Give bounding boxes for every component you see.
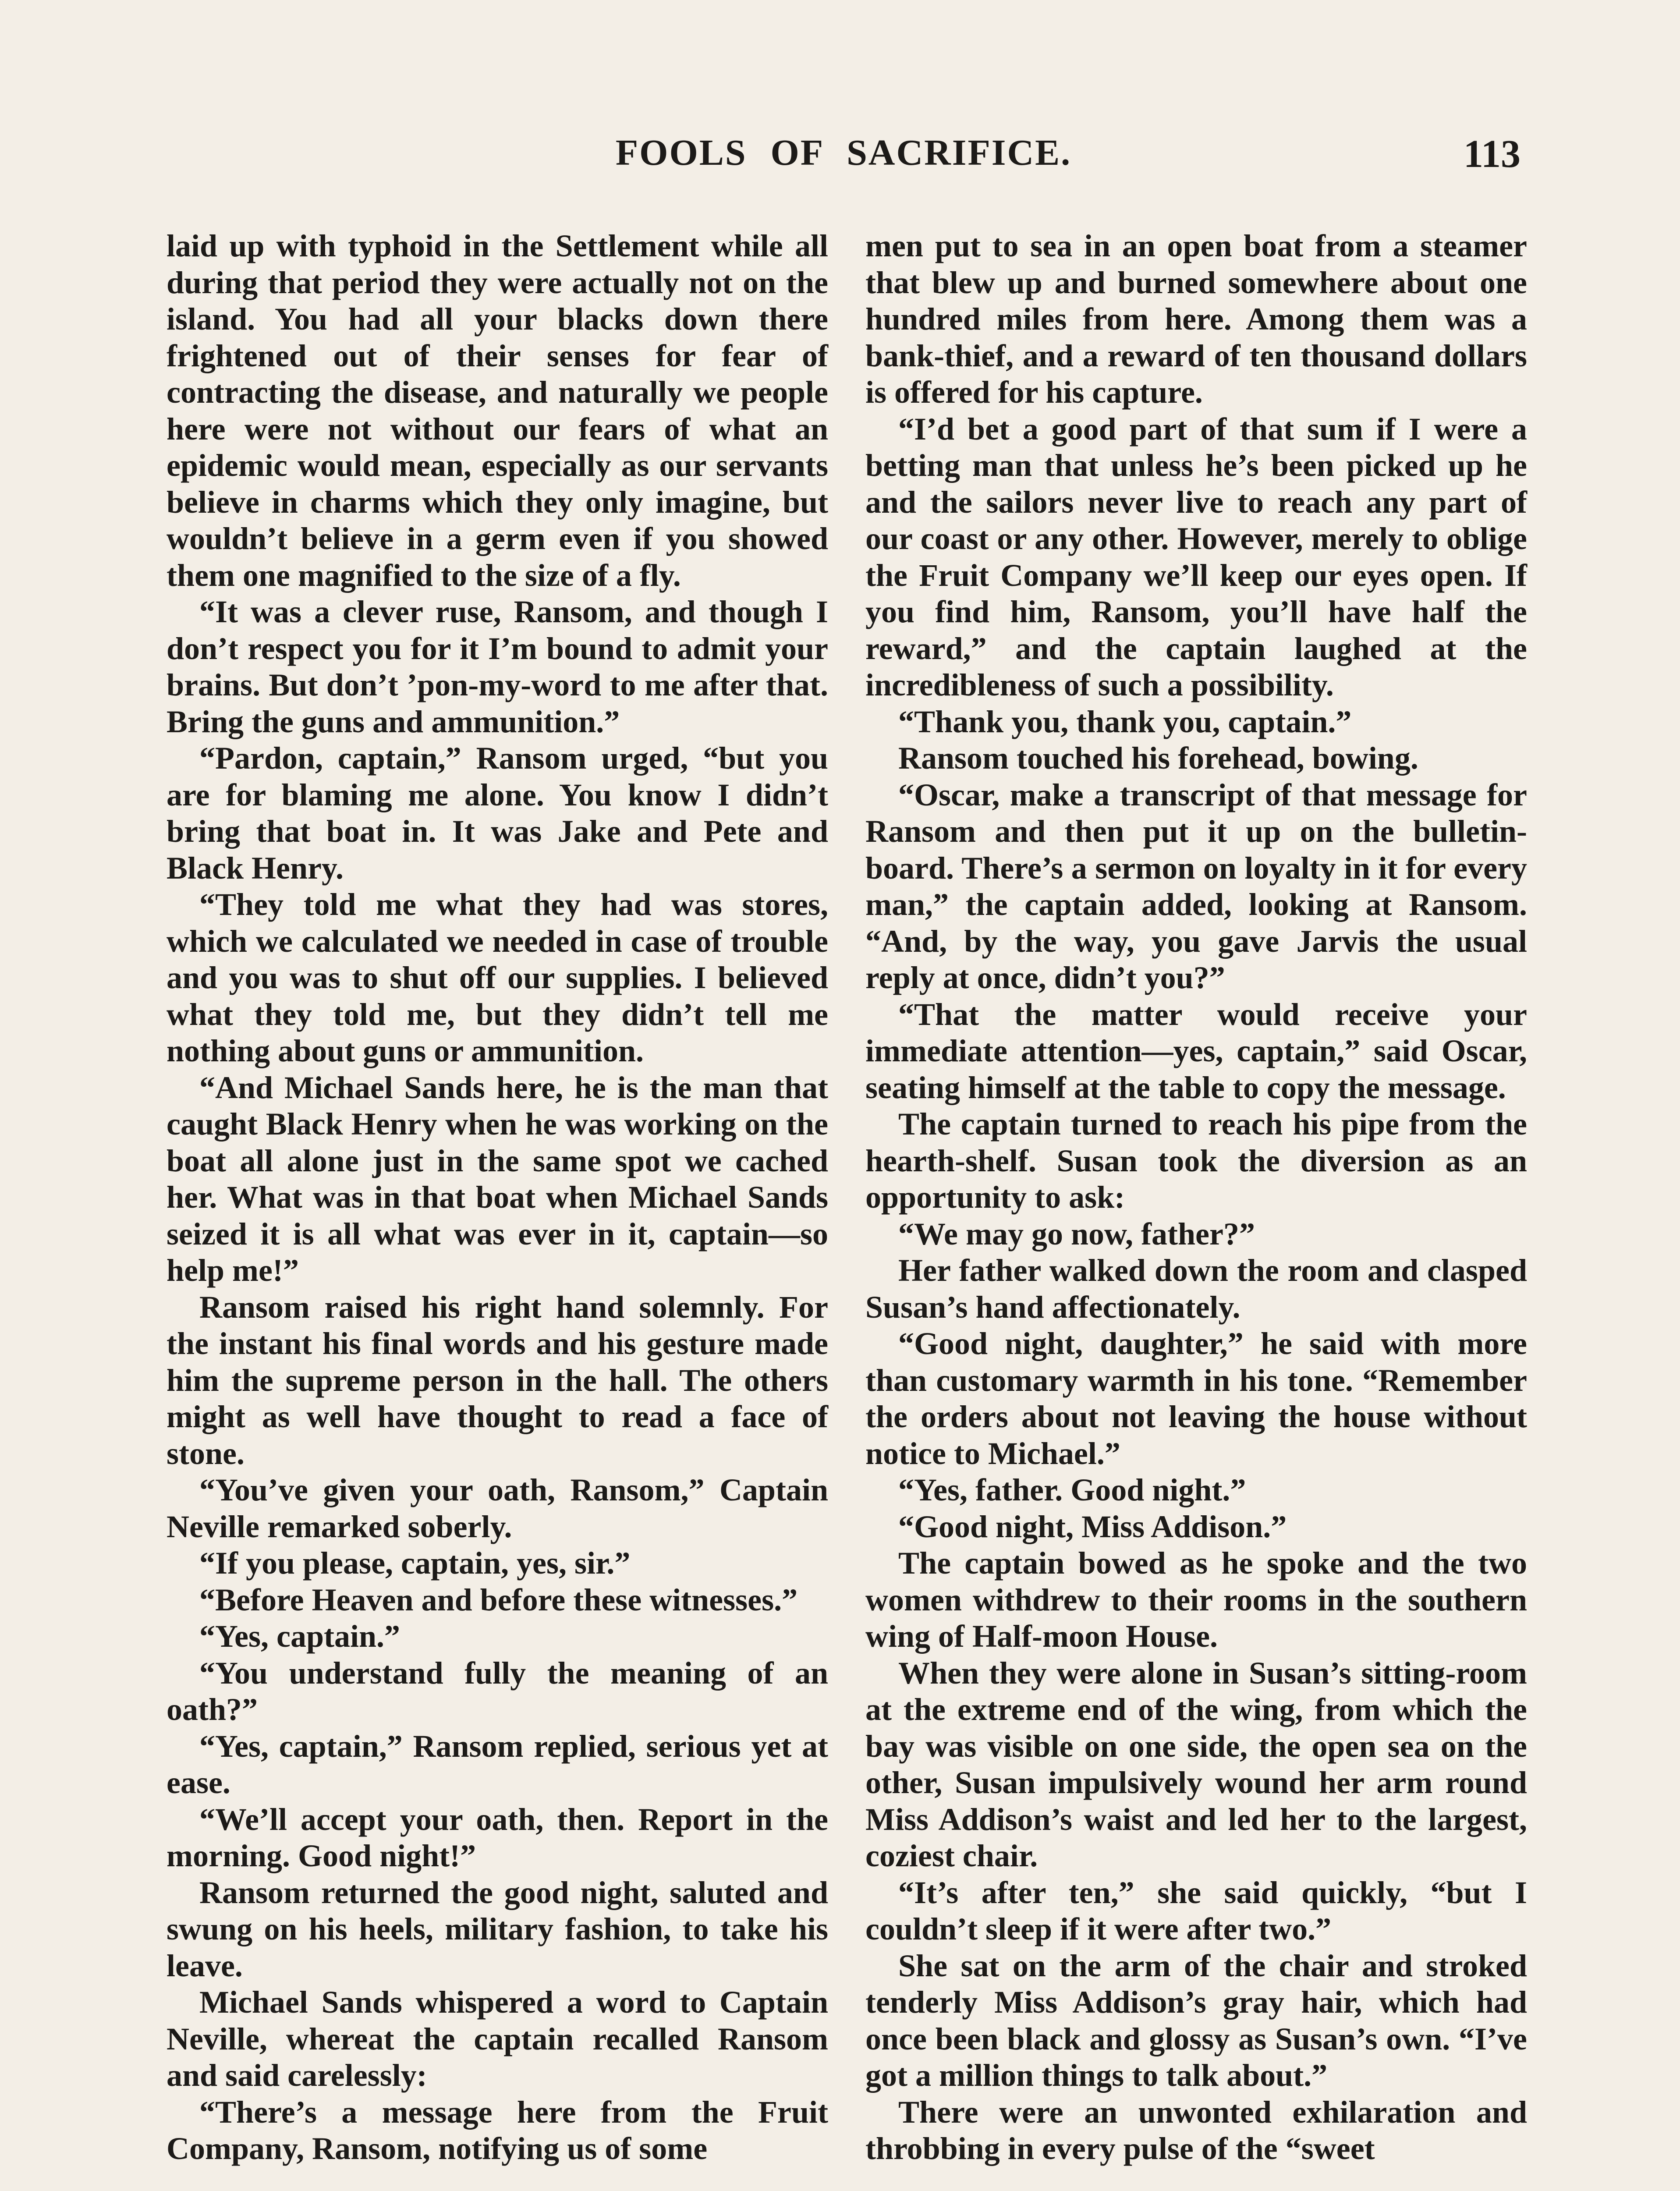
paragraph: “Good night, Miss Addison.” (898, 1509, 1287, 1544)
page-number: 113 (1463, 132, 1521, 176)
running-title: FOOLS OF SACRIFICE. (615, 132, 1072, 173)
paragraph: “Oscar, make a transcript of that message for Ransom and then put it up on the bulletin-board. There’s a sermon on loyalty in it for every man,” the captain added, looking at Ransom. “And, by the way, you gave Jarvis the usual reply at once, didn’t you?” (865, 777, 1527, 995)
paragraph: “Good night, daughter,” he said with more than customary warmth in his tone. “Remember the orders about not leaving the house without notice to Michael.” (865, 1326, 1527, 1471)
paragraph: “Thank you, thank you, captain.” (898, 704, 1352, 739)
paragraph: “You’ve given your oath, Ransom,” Captain Neville remarked soberly. (167, 1472, 828, 1544)
paragraph: laid up with typhoid in the Settlement while all during that period they were actually not on the island. You had all your blacks down there frightened out of their senses for fear of contracting the disease, and naturally we people here were not without our fears of what an epidemic would mean, especially as our servants believe in charms which they only imagine, but wouldn’t believe in a germ even if you showed them one magnified to the size of a fly. (167, 228, 828, 593)
running-header (167, 131, 1521, 188)
paragraph: “We may go now, father?” (898, 1216, 1255, 1251)
paragraph: Ransom returned the good night, saluted and swung on his heels, military fashion, to take his leave. (167, 1875, 828, 1983)
paragraph: “Pardon, captain,” Ransom urged, “but you are for blaming me alone. You know I didn’t bring that boat in. It was Jake and Pete and Black Henry. (167, 741, 828, 886)
right-column (865, 228, 1527, 2167)
paragraph: Her father walked down the room and clasped Susan’s hand affectionately. (865, 1253, 1527, 1325)
paragraph: “You understand fully the meaning of an oath?” (167, 1655, 828, 1727)
paragraph: “Before Heaven and before these witnesses.” (199, 1582, 798, 1617)
paragraph: She sat on the arm of the chair and stroked tenderly Miss Addison’s gray hair, which had once been black and glossy as Susan’s own. “I’ve got a million things to talk about.” (865, 1948, 1527, 2093)
paragraph: There were an unwonted exhilaration and throbbing in every pulse of the “sweet (865, 2094, 1527, 2166)
paragraph: “There’s a message here from the Fruit Company, Ransom, notifying us of some (167, 2094, 828, 2166)
paragraph: Ransom touched his forehead, bowing. (898, 741, 1418, 776)
paragraph: Michael Sands whispered a word to Captain Neville, whereat the captain recalled Ransom and said carelessly: (167, 1985, 828, 2093)
paragraph: When they were alone in Susan’s sitting-room at the extreme end of the wing, from which the bay was visible on one side, the open sea on the other, Susan impulsively wound her arm round Miss Addison’s waist and led her to the largest, coziest chair. (865, 1655, 1527, 1873)
paragraph: “It was a clever ruse, Ransom, and though I don’t respect you for it I’m bound to admit your brains. But don’t ’pon-my-word to me after that. Bring the guns and ammunition.” (167, 594, 828, 739)
paragraph: “They told me what they had was stores, which we calculated we needed in case of trouble and you was to shut off our supplies. I believed what they told me, but they didn’t tell me nothing about guns or ammunition. (167, 887, 828, 1068)
paragraph: “Yes, captain,” Ransom replied, serious yet at ease. (167, 1728, 828, 1800)
left-column (167, 228, 828, 2167)
paragraph: “If you please, captain, yes, sir.” (199, 1546, 631, 1581)
paragraph: Ransom raised his right hand solemnly. For the instant his final words and his gesture made him the supreme person in the hall. The others might as well have thought to read a face of stone. (167, 1289, 828, 1471)
paragraph: “Yes, father. Good night.” (898, 1472, 1246, 1507)
paragraph: The captain turned to reach his pipe from the hearth-shelf. Susan took the diversion as an opportunity to ask: (865, 1106, 1527, 1215)
paragraph: “That the matter would receive your immediate attention—yes, captain,” said Oscar, seating himself at the table to copy the message. (865, 996, 1527, 1105)
paragraph: The captain bowed as he spoke and the two women withdrew to their rooms in the southern wing of Half-moon House. (865, 1546, 1527, 1654)
paragraph: “We’ll accept your oath, then. Report in the morning. Good night!” (167, 1801, 828, 1873)
paragraph: “And Michael Sands here, he is the man that caught Black Henry when he was working on the boat all alone just in the same spot we cached her. What was in that boat when Michael Sands seized it is all what was ever in it, captain—so help me!” (167, 1070, 828, 1288)
paragraph: “It’s after ten,” she said quickly, “but I couldn’t sleep if it were after two.” (865, 1875, 1527, 1946)
paragraph: “Yes, captain.” (199, 1619, 401, 1654)
paragraph: “I’d bet a good part of that sum if I were a betting man that unless he’s been picked up he and the sailors never live to reach any part of our coast or any other. However, merely to oblige the Fruit Company we’ll keep our eyes open. If you find him, Ransom, you’ll have half the reward,” and the captain laughed at the incredibleness of such a possibility. (865, 411, 1527, 702)
paragraph: men put to sea in an open boat from a steamer that blew up and burned somewhere about one hundred miles from here. Among them was a bank-thief, and a reward of ten thousand dollars is offered for his capture. (865, 228, 1527, 410)
